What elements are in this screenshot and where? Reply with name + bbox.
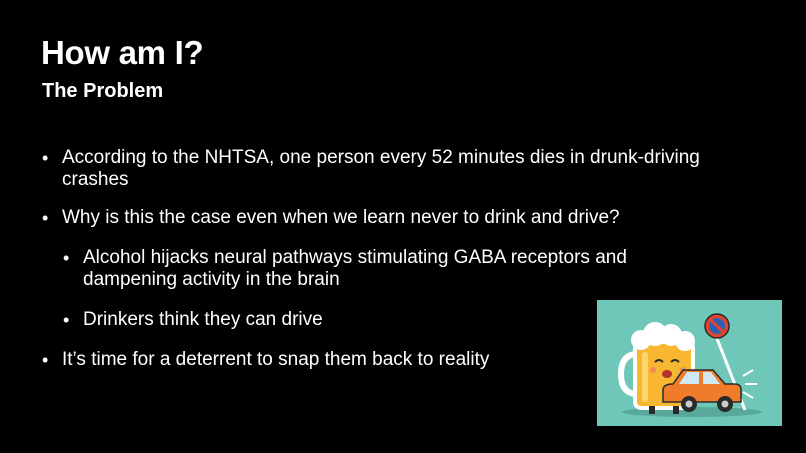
bullet-text: According to the NHTSA, one person every 52 minutes dies in drunk-driving crashes <box>62 147 700 190</box>
sub-bullet-item <box>63 309 533 331</box>
bullet-text: Alcohol hijacks neural pathways stimulating GABA receptors and dampening activity in the brain <box>83 247 627 290</box>
drunk-driving-illustration <box>597 300 782 426</box>
slide-title: How am I? <box>41 34 204 71</box>
bullet-dot-icon: • <box>42 350 49 370</box>
bullet-text: Drinkers think they can drive <box>83 309 323 330</box>
bullet-text: Why is this the case even when we learn never to drink and drive? <box>62 207 620 228</box>
bullet-dot-icon: • <box>63 248 70 268</box>
bullet-dot-icon: • <box>42 208 49 228</box>
bullet-dot-icon: • <box>63 310 70 330</box>
bullet-text: It’s time for a deterrent to snap them back to reality <box>62 349 490 370</box>
slide-subtitle: The Problem <box>42 80 164 102</box>
bullet-item <box>42 349 582 371</box>
bullet-item <box>42 147 762 191</box>
bullet-item <box>42 207 762 229</box>
sub-bullet-item <box>63 247 703 291</box>
drunk-beer-mug-car-crash-icon <box>597 300 782 426</box>
bullet-dot-icon: • <box>42 148 49 168</box>
